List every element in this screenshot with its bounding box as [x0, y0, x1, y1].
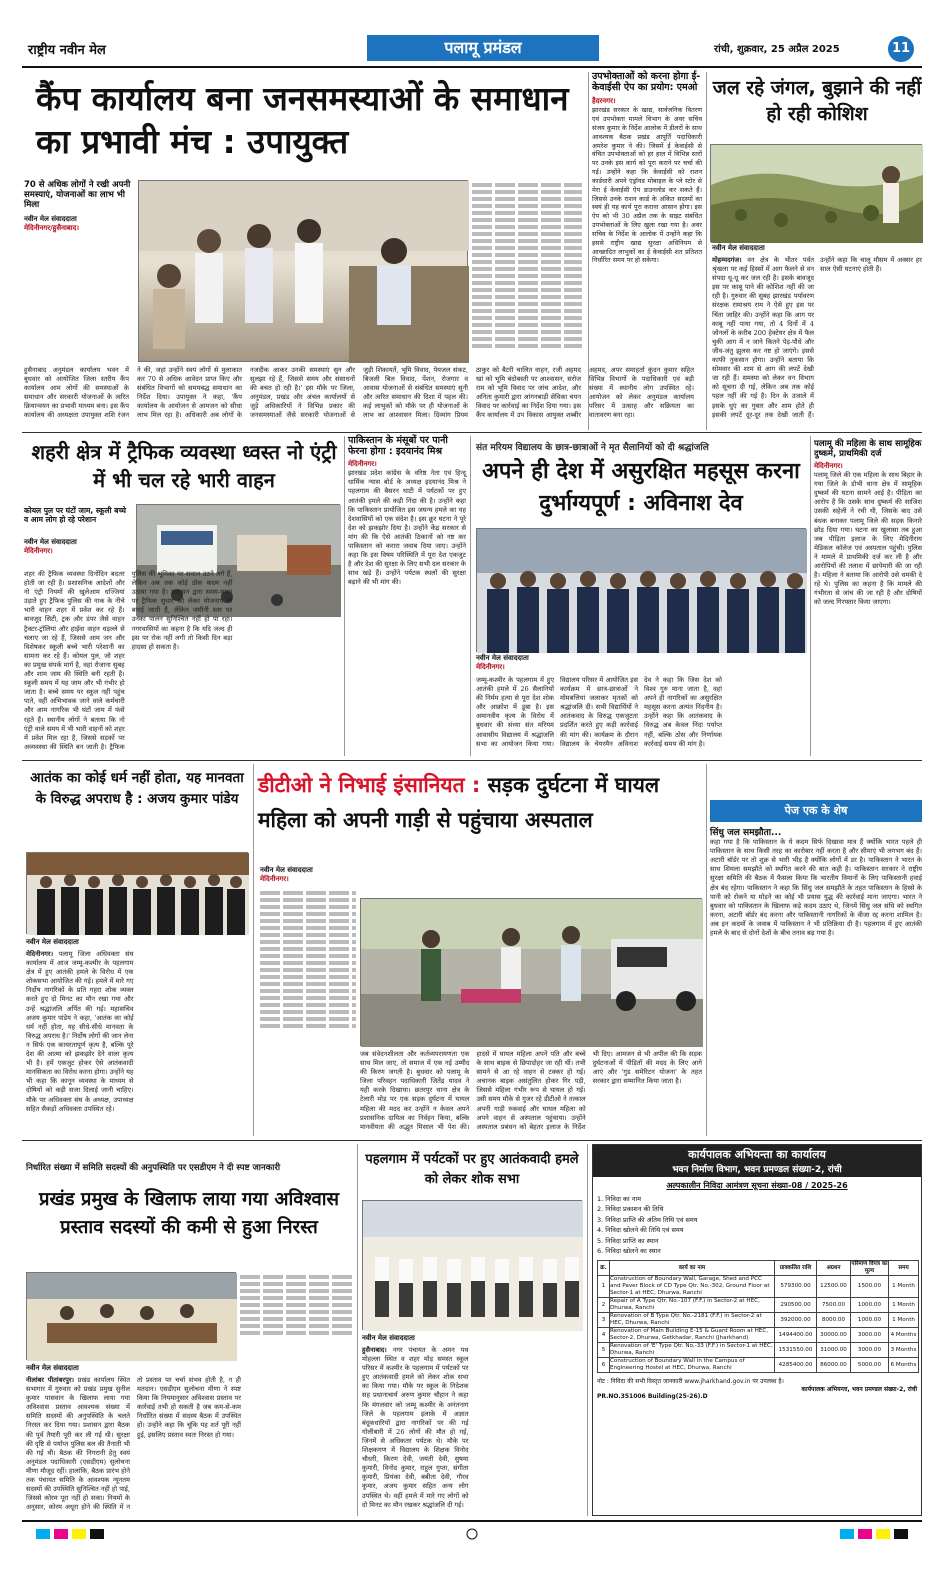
- tender-cell: 3000.00: [851, 1343, 889, 1358]
- woman-headline: पलामू की महिला के साथ सामूहिक दुष्कर्म, प्राथमिकी दर्ज: [814, 439, 922, 459]
- woman-dateline: मेदिनीनगर।: [814, 462, 843, 471]
- terror-photo: [26, 852, 248, 934]
- pramukh-byline: नवीन मेल संवाददाता: [26, 1364, 79, 1372]
- tender-col-sno: क्र.: [598, 1261, 610, 1276]
- forest-body: [712, 256, 922, 428]
- pahalgam-photo: [362, 1200, 582, 1330]
- tender-cell: 2: [598, 1298, 610, 1313]
- pramukh-body-text: प्रखंड कार्यालय स्थित सभागार में गुरुवार को प्रखंड प्रमुख सुनील कुमार पासवान के खिलाफ लाया गया अविश्वास प्रस्ताव आवश्यक संख्या में समिति सदस्यों की अनुपस्थिति के चलते निरस्त कर दिया गया। प्रशासन द्वारा बैठक की पूर्व तैयारी पूरी कर ली गई थी। सुरक्षा की दृष्टि से पर्याप्त पुलिस बल की तैनाती भी की गई थी। बैठक की निगरानी हेतु स्वयं अनुमंडल पदाधिकारी (एसडीएम) सुलोचना मीणा मौजूद रहीं। हालांकि, बैठक प्रारंभ होने तक पंचायत समिति के आवश्यक न्यूनतम सदस्यों की उपस्थिति सुनिश्चित नहीं हो पाई, जिससे कोरम पूरा नहीं हो सका। नियमों के अनुसार, कोरम अधूरा होने की स्थिति में न तो प्रस्ताव पर चर्चा संभव होती है, न ही मतदान। एसडीएम सुलोचना मीणा ने स्पष्ट किया कि नियमानुसार अविश्वास प्रस्ताव पर कार्रवाई तभी हो सकती है जब कम-से-कम निर्धारित संख्या में सदस्य बैठक में उपस्थित हों। उन्होंने कहा कि चूंकि यह शर्त पूरी नहीं हुई, इसलिए प्रस्ताव स्वतः निरस्त हो गया।: [26, 1376, 241, 1512]
- camp-photo: [138, 180, 468, 362]
- traffic-dateline: मेदिनीनगर।: [24, 547, 53, 555]
- tender-col-time: समय: [889, 1261, 919, 1276]
- masthead: राष्ट्रीय नवीन मेल: [28, 43, 106, 58]
- tender-cell: 1000.00: [851, 1313, 889, 1328]
- school-kicker: संत मरियम विद्यालय के छात्र-छात्राओं ने मृत सैलानियों को दी श्रद्धांजलि: [476, 443, 709, 453]
- table-row: [598, 1313, 919, 1328]
- woman-story: [814, 440, 922, 756]
- tender-cell: 1000.00: [851, 1298, 889, 1313]
- tender-cell: Construction of Boundary Wall, Garage, Shed and PCC and Paver Block of CD Type Qtr. No.-302, Ground Floor at Sector-1 at HEC, Dhurwa, Ranchi: [610, 1276, 775, 1298]
- page-header: [22, 30, 922, 66]
- page-one-rest-headline: सिंधु जल समझौता...: [710, 828, 782, 838]
- tender-cell: 3 Months: [889, 1343, 919, 1358]
- tender-cell: 86000.00: [817, 1358, 851, 1373]
- dto-body-left: [260, 888, 356, 1048]
- tender-cell: 1494400.00: [775, 1328, 817, 1343]
- tender-cell: 1: [598, 1276, 610, 1298]
- dto-byline-block: [260, 866, 356, 888]
- pahalgam-byline: नवीन मेल संवाददाता: [362, 1334, 415, 1342]
- tender-cell: 5000.00: [851, 1358, 889, 1373]
- pramukh-side-text: [240, 1272, 352, 1360]
- camp-dateline: मेदिनीनगर/हुसैनाबाद।: [24, 223, 79, 232]
- tender-cell: 1531550.00: [775, 1343, 817, 1358]
- traffic-kicker: कोयल पुल पर घंटों जाम, स्कूली बच्चे व आम लोग हो रहे परेशान: [24, 506, 127, 524]
- tender-info-list: [593, 1194, 921, 1256]
- tender-cell: 7500.00: [817, 1298, 851, 1313]
- tender-col-work: कार्य का नाम: [610, 1261, 775, 1276]
- section-title: पलामू प्रमंडल: [367, 35, 599, 61]
- terror-headline: आतंक का कोई धर्म नहीं होता, यह मानवता के विरुद्ध अपराध है : अजय कुमार पांडेय: [30, 770, 244, 807]
- dto-byline: नवीन मेल संवाददाता: [260, 866, 313, 874]
- table-row: [598, 1328, 919, 1343]
- print-color-bar: [22, 1526, 922, 1540]
- tender-info-item: 2. निविदा प्रकाशन की तिथि: [597, 1205, 664, 1214]
- tender-info-item: 3. निविदा प्राप्ति की अंतिम तिथि एवं समय: [597, 1215, 698, 1224]
- dto-photo-scene: [361, 899, 703, 1047]
- dto-photo: [360, 898, 702, 1046]
- pahalgam-dateline: हुसैनाबाद।: [362, 1346, 387, 1354]
- tender-cell: 3000.00: [851, 1328, 889, 1343]
- ekyc-story: [592, 72, 702, 430]
- ekyc-body: झारखंड सरकार के खाद्य, सार्वजनिक वितरण एवं उपभोक्ता मामले विभाग के अवर सचिव संजय कुमार के निर्देश आलोक में डीलरों के साथ आवश्यक बैठक प्रखंड आपूर्ति पदाधिकारी अमरेश कुमार ने की। जिसमें ई केवाईसी से वंचित उपभोक्ताओं को हर हाल में विभिन्न स्तरों पर उनके इस कार्य को पूरा कराने पर चर्चा की गई। उन्होंने कहा कि केवाईसी को राशन कार्डधारी अपने एंड्रॉयड मोबाइल के प्ले स्टोर से मेरा ई केवाईसी ऐप डाउनलोड कर सकते हैं। जिससे उनके राशन कार्ड के अंकित सदस्यों का स्वयं ही यह कार्य पूरा कराना आसान होगा। इस ऐप को भी 30 अप्रैल तक के साइट संबंधित उपभोक्ताओं के लिए खुला रखा गया है। अवर सचिव के निर्देश के आलोक में उन्होंने कहा कि इससे राष्ट्रीय खाद्य सुरक्षा अधिनियम से आच्छादित लाभुकों का ई केवाईसी शत प्रतिशत निर्धारित समय पर हो सकेगा।: [592, 106, 702, 265]
- camp-headline: कैंप कार्यालय बना जनसमस्याओं के समाधान का प्रभावी मंच : उपायुक्त: [36, 79, 569, 161]
- table-row: [598, 1358, 919, 1373]
- page-number: 11: [888, 36, 914, 62]
- tender-notice-title: अल्पकालीन निविदा आमंत्रण सूचना संख्या-08 / 2025-26: [666, 1181, 848, 1190]
- dto-headline-black: सड़क दुर्घटना में घायल महिला को अपनी गाड़ी से पहुंचाया अस्पताल: [258, 773, 660, 832]
- tender-pr-number: PR.NO.351006 Building(25-26).D: [597, 1393, 708, 1401]
- table-row: [598, 1276, 919, 1298]
- pahalgam-photo-scene: [363, 1201, 583, 1331]
- woman-body: पलामू जिले की एक महिला के साथ बिहार के गया जिले के डोभी थाना क्षेत्र में सामूहिक दुष्कर्म की घटना सामने आई है। पीड़िता का आरोप है कि उसके साथ दुष्कर्म की साजिश उसकी सहेली ने रची थी, जिसके बाद उसे बंधक बनाकर पलामू जिले की सड़क किनारे छोड़ दिया गया। घटना का खुलासा तब हुआ जब पीड़िता इलाज के लिए मेदिनीराय मेडिकल कॉलेज एवं अस्पताल पहुंची। पुलिस ने मामले में प्राथमिकी दर्ज कर ली है और आरोपियों की तलाश में छापेमारी की जा रही है। महिला ने बताया कि आरोपी उसे धमकी दे रहे थे। पुलिस का कहना है कि मामले की गंभीरता से जांच की जा रही है और दोषियों को जल्द गिरफ्तार किया जाएगा।: [814, 471, 922, 607]
- dto-dateline: मेदिनीनगर।: [260, 875, 289, 883]
- tender-cell: Repair of A Type Qtr. No.-107 (F.F.) in Sector-2 at HEC, Dhurwa, Ranchi: [610, 1298, 775, 1313]
- dto-body: जब संवेदनशीलता और कर्तव्यपरायणता एक साथ मिल जाए, तो समाज में एक नई उम्मीद की किरण जगती है। बुधवार को पलामू के जिला परिवहन पदाधिकारी जितेंद्र यादव ने यही करके दिखाया। छतरपुर थाना क्षेत्र के टेलारी मोड़ पर एक सड़क दुर्घटना में घायल महिला की मदद कर उन्होंने न केवल अपने प्रशासनिक दायित्व का निर्वहन किया, बल्कि मानवीयता की अद्भुत मिसाल भी पेश की। हादसे में घायल महिला अपने पति और बच्चे के साथ बाइक से छिपादोहर जा रही थीं। तभी सामने से आ रहे वाहन से टक्कर हो गई। अचानक बाइक असंतुलित होकर गिर पड़ी, जिससे महिला गंभीर रूप से घायल हो गई। उसी समय मौके से गुजर रहे डीटीओ ने तत्काल अपनी गाड़ी रुकवाई और घायल महिला को अपने वाहन से अस्पताल पहुंचाया। उन्होंने अस्पताल प्रबंधन को बेहतर इलाज के निर्देश भी दिए। आमजन से भी अपील की कि सड़क दुर्घटनाओं में पीड़ितों की मदद के लिए आगे आएं और 'गुड समेरिटन योजना' के तहत सरकार द्वारा सम्मानित किया जाता है।: [360, 1050, 702, 1131]
- school-photo-scene: [477, 529, 807, 653]
- pramukh-photo-scene: [27, 1273, 237, 1361]
- terror-body-text: पलामू जिला अधिवक्ता संघ कार्यालय में आज जम्मू-कश्मीर के पहलगाम क्षेत्र में हुए आतंकी हमले के विरोध में एक शोकसभा आयोजित की गई। हमले में मारे गए निर्दोष नागरिकों के प्रति गहरा शोक व्यक्त करते हुए दो मिनट का मौन रखा गया और उन्हें श्रद्धांजलि अर्पित की गई। महासचिव अजय कुमार पांडेय ने कहा, 'आतंक का कोई धर्म नहीं होता, यह सीधे-सीधे मानवता के विरुद्ध अपराध है।' निर्दोष लोगों की जान लेना न सिर्फ एक कायरतापूर्ण कृत्य है, बल्कि पूरे देश की आत्मा को झकझोर देने वाला कृत्य भी है। हमें एकजुट होकर ऐसे आतंकवादी मानसिकता का विरोध करना होगा। उन्होंने यह भी कहा कि कानून व्यवस्था के माध्यम से दोषियों को कड़ी सजा दिलाई जानी चाहिए। मौके पर अधिवक्ता संघ के अध्यक्ष, उपाध्यक्ष सहित सैकड़ों अधिवक्ता उपस्थित रहे।: [26, 950, 134, 1113]
- traffic-headline: शहरी क्षेत्र में ट्रैफिक व्यवस्था ध्वस्त नो एंट्री में भी चल रहे भारी वाहन: [31, 440, 337, 493]
- pahalgam-byline-block: [362, 1334, 462, 1346]
- tender-cell: Construction of Boundary Wall in the Campus of Engineering Hostel at HEC, Dhurwa, Ranchi: [610, 1358, 775, 1373]
- tender-cell: 290500.00: [775, 1298, 817, 1313]
- tender-signature: कार्यपालक अभियन्ता, भवन प्रमण्डल संख्या-2, रांची: [801, 1386, 917, 1394]
- tender-cell: 31000.00: [817, 1343, 851, 1358]
- dto-headline: [258, 768, 702, 852]
- tender-cell: Renovation of B Type Qtr. No.-2181 (F.F.) in Sector-2 at HEC, Dhurwa, Ranchi: [610, 1313, 775, 1328]
- ekyc-dateline: हैदरनगर।: [592, 97, 616, 106]
- pakistan-dateline: मेदिनीनगर।: [348, 460, 377, 469]
- tender-cell: 4: [598, 1328, 610, 1343]
- tender-cell: 579300.00: [775, 1276, 817, 1298]
- pramukh-byline-block: [26, 1364, 106, 1376]
- tender-info-item: 4. निविदा खोलने की तिथि एवं समय: [597, 1226, 684, 1235]
- tender-office-band: [593, 1145, 921, 1177]
- school-body: जम्मू-कश्मीर के पहलगाम में हुए आतंकी हमले में 26 सैलानियों की निर्मम हत्या से पूरा देश शोक और आक्रोश में डूबा है। इस अमानवीय कृत्य के विरोध में बुधवार की संध्या संत मरियम आवासीय विद्यालय में श्रद्धांजलि सभा का आयोजन किया गया। विद्यालय परिसर में आयोजित इस कार्यक्रम में छात्र-छात्राओं ने मोमबत्तियां जलाकर मृतकों को श्रद्धांजलि दी। सभी विद्यार्थियों ने आतंकवाद के विरुद्ध एकजुटता प्रदर्शित करते हुए कड़ी कार्रवाई की मांग की। कार्यक्रम के दौरान विद्यालय के चेयरमैन अविनाश देव ने कहा कि जिस देश को विश्व गुरु माना जाता है, वहां अपने ही नागरिकों का असुरक्षित महसूस करना अत्यंत निंदनीय है। उन्होंने कहा कि आतंकवाद के विरुद्ध अब केवल निंदा पर्याप्त नहीं, बल्कि ठोस और निर्णायक कार्रवाई समय की मांग है।: [476, 676, 722, 748]
- tender-footer-note: नोट : निविदा की सभी विस्तृत जानकारी www.jharkhand.gov.in पर उपलब्ध है।: [597, 1378, 784, 1386]
- registration-marks: [22, 1527, 922, 1541]
- tender-info-item: 5. निविदा प्राप्ति का स्थान: [597, 1236, 659, 1245]
- terror-byline-block: [26, 938, 126, 950]
- tender-cell: 392000.00: [775, 1313, 817, 1328]
- ekyc-headline: उपभोक्ताओं को करना होगा ई- केवाईसी ऐप का प्रयोग: एमओ: [592, 71, 701, 93]
- traffic-body: शहर की ट्रैफिक व्यवस्था दिनोंदिन बदतर होती जा रही है। प्रशासनिक आदेशों और नो एंट्री नियमों की खुलेआम धज्जियां उड़ाते हुए ट्रैफिक पुलिस की नाक के नीचे भारी वाहन शहर में प्रवेश कर रहे हैं। बावजूद सिटी, ट्रक और डंपर जैसे वाहन ट्रैक्टर-ट्रॉलियां और हाईवा वाहन धड़ल्ले से चलाए जा रहे हैं, जिससे आम जन और विशेषकर स्कूली बच्चे भारी परेशानी का सामना कर रहे हैं। कोयल पुल, जो शहर का प्रमुख संपर्क मार्ग है, वहां रोजाना सुबह और शाम जाम की स्थिति बनी रहती है। स्कूली समय में यह जाम और भी गंभीर हो जाता है। बच्चे समय पर स्कूल नहीं पहुंच पाते, वहीं अभिभावक जाने वाले कर्मचारी और आम नागरिक भी घंटों जाम में फंसे रहते हैं। स्थानीय लोगों ने बताया कि नो एंट्री वाले समय में भी भारी वाहनों को शहर में प्रवेश मिल रहा है, जिससे सड़कों पर अव्यवस्था की स्थिति बन जाती है। ट्रैफिक पुलिस की भूमिका पर सवाल उठने लगे हैं, लेकिन अब तक कोई ठोस कदम नहीं उठाया गया है। प्रशासन द्वारा समय-समय पर ट्रैफिक सुधार को लेकर योजनाएं तो बनाई जाती हैं, लेकिन जमीनी स्तर पर उनका पालन सुनिश्चित नहीं हो पा रहा। नगरवासियों का कहना है कि यदि जल्द ही इस पर रोक नहीं लगी तो किसी दिन बड़ा हादसा हो सकता है।: [24, 570, 233, 751]
- terror-photo-scene: [27, 853, 249, 935]
- forest-photo: [710, 144, 922, 242]
- pramukh-photo: [26, 1272, 236, 1360]
- camp-kicker: 70 से अधिक लोगों ने रखी अपनी समस्याएं, योजनाओं का लाभ भी मिला: [24, 180, 131, 211]
- tender-table-header: [598, 1261, 919, 1276]
- camp-body: हुसैनाबाद अनुमंडल कार्यालय भवन में बुधवार को आयोजित जिला स्तरीय कैंप कार्यालय आम लोगों की समस्याओं के समाधान और सरकारी योजनाओं के त्वरित क्रियान्वयन का प्रभावी माध्यम बना। इस कैंप कार्यालय की अध्यक्षता उपायुक्त शशि रंजन ने की, जहां उन्होंने स्वयं लोगों से मुलाकात कर 70 से अधिक आवेदन प्राप्त किए और संबंधित विभागों को समयबद्ध समाधान का निर्देश दिया। उपायुक्त ने कहा, 'कैंप कार्यालय के आयोजन से आमजन को सीधा लाभ मिल रहा है। अधिकारी अब लोगों के नजदीक आकर उनकी समस्याएं सुन और सुलझा रहे हैं, जिससे समय और संसाधनों की बचत हो रही है।' इस मौके पर जिला, अनुमंडल, प्रखंड और अंचल कार्यालयों से जुड़े अधिकारियों ने विभिन्न प्रकार की जनसमस्याओं जैसे सरकारी योजनाओं से जुड़ी शिकायतें, भूमि विवाद, पेयजल संकट, बिजली बिल विवाद, पेंशन, रोजगार व आवास योजनाओं से संबंधित समस्याएं सुनी और त्वरित समाधान की दिशा में पहल की। कई लाभुकों को मौके पर ही योजनाओं के लाभ का आश्वासन मिला। दिव्यांग प्रियम ठाकुर को बैटरी चालित वाहन, रजी अहमद खां को भूमि बंदोबस्ती पर आश्वासन, सरोज राम को भूमि विवाद पर जांच आदेश, और अनिता कुमारी द्वारा आंगनबाड़ी सेविका चयन विवाद पर कार्रवाई का निर्देश दिया गया। इस कैंप कार्यालय में उप विकास आयुक्त शब्बीर अहमद, अपर समाहर्ता कुंदन कुमार सहित विभिन्न विभागों के पदाधिकारी एवं बड़ी संख्या में स्थानीय लोग उपस्थित रहे। आयोजन को लेकर अनुमंडल कार्यालय परिसर में उत्साह और सक्रियता का वातावरण बना रहा।: [24, 366, 694, 420]
- tender-office: कार्यपालक अभियन्ता का कार्यालय: [688, 1148, 826, 1161]
- forest-dateline: मोहम्मदगंज।: [712, 256, 742, 264]
- tender-notice: [592, 1144, 922, 1516]
- tender-cell: Renovation of Main Building E-15 & Guard Room at HEC, Sector-2, Dhurwa, Getkhadar, Ranchi (Jharkhand): [610, 1328, 775, 1343]
- terror-dateline: मेदिनीनगर।: [26, 950, 54, 958]
- issue-date: रांची, शुक्रवार, 25 अप्रैल 2025: [714, 44, 840, 55]
- forest-body-text: वन क्षेत्र के भीतर पर्वत श्रृंखला पर कई हिस्सों में आग फैलने से वन संपदा धू-धू कर जल रही है। इसके बावजूद इस पर काबू पाने की कोशिश नहीं की जा रही है। गुरुवार की सुबह झारखंड पर्यावरण संरक्षक रामाश्रय राम ने ऐसे हुए इस पर चिंता जाहिर की। उन्होंने कहा कि आग पर काबू नहीं पाया गया, तो 4 दिनों में 4 जोनलों के करीब 200 हेक्टेयर क्षेत्र में फैल चुकी आग में न जाने कितने पेड़-पौधे और जीव-जंतु झुलस कर नष्ट हो जाएंगे। इससे काफी नुकसान होगा। उन्होंने बताया कि सोमवार की शाम से आग की लपटें देखी जा रही हैं। समस्या को लेकर वन विभाग को सूचना दी गई, लेकिन अब तक कोई पहल नहीं की गई है। दिन के उजाले में इसके धुएं का गुबार और शाम होते ही इसकी लपटें दूर-दूर तक देखी जाती हैं। उन्होंने कहा कि चालू मौसम में अक्सर हर साल ऐसी घटनाएं होती हैं।: [712, 256, 922, 419]
- tender-info-item: 1. निविदा का नाम: [597, 1195, 641, 1203]
- tender-cell: 12500.00: [817, 1276, 851, 1298]
- pramukh-headline: प्रखंड प्रमुख के खिलाफ लाया गया अविश्वास प्रस्ताव सदस्यों की कमी से हुआ निरस्त: [38, 1189, 340, 1238]
- tender-cell: 6: [598, 1358, 610, 1373]
- table-row: [598, 1298, 919, 1313]
- tender-col-cost: परिमाण विपत्र का मूल्य: [851, 1261, 888, 1275]
- tender-cell: 5: [598, 1343, 610, 1358]
- tender-cell: 8000.00: [817, 1313, 851, 1328]
- pramukh-dateline: नीलांबर पीतांबरपुर।: [26, 1376, 75, 1384]
- camp-photo-scene: [139, 181, 469, 363]
- pramukh-kicker: निर्धारित संख्या में समिति सदस्यों की अनुपस्थिति पर एसडीएम ने दी स्पष्ट जानकारी: [26, 1163, 281, 1173]
- table-row: [598, 1343, 919, 1358]
- forest-headline: जल रहे जंगल, बुझाने की नहीं हो रही कोशिश: [712, 77, 922, 125]
- traffic-byline: नवीन मेल संवाददाता: [24, 538, 77, 546]
- tender-cell: Renovation of 'E' Type Qtr. No.-33 (F.F.) in Sector-1 at HEC, Dhurwa, Ranchi: [610, 1343, 773, 1357]
- tender-cell: 6 Months: [889, 1358, 919, 1373]
- pramukh-body: [26, 1376, 352, 1516]
- pakistan-body: झारखंड प्रदेश कांग्रेस के वरिष्ठ नेता एवं हिन्दू धार्मिक न्यास बोर्ड के अध्यक्ष इदयानंद मिश्र ने पहलगाम की बैसरन घाटी में पर्यटकों पर हुए आतंकी हमले की कड़ी निंदा की है। उन्होंने कहा कि पाकिस्तान प्रायोजित इस जघन्य हमले का यह देशवासियों को एक संदेश है। इस क्रूर घटना ने पूरे देश को झकझोर दिया है। उन्होंने केंद्र सरकार से मांग की कि ऐसे आतंकी ठिकानों को नष्ट कर पाकिस्तान को करारा जवाब दिया जाए। उन्होंने कहा कि इस विषम परिस्थिति में पूरा देश एकजुट है और देश की सुरक्षा के लिए सभी दल सरकार के साथ खड़े हैं। उन्होंने पर्यटक स्थलों की सुरक्षा बढ़ाने की भी मांग की।: [348, 469, 466, 587]
- school-headline: अपने ही देश में असुरक्षित महसूस करना दुर्भाग्यपूर्ण : अविनाश देव: [482, 459, 800, 516]
- tender-cell: 1 Month: [889, 1313, 919, 1328]
- tender-table: [597, 1260, 919, 1373]
- tender-cell: 4 Months: [889, 1328, 919, 1343]
- school-byline-block: [476, 654, 556, 676]
- page-one-rest-label: पेज एक के शेष: [710, 800, 922, 822]
- school-dateline: मेदिनीनगर।: [476, 663, 505, 671]
- tender-cell: 4285400.00: [775, 1358, 817, 1373]
- tender-info-item: 6. निविदा खोलने का स्थान: [597, 1246, 661, 1255]
- tender-col-earnest: अग्रधन: [817, 1261, 851, 1276]
- tender-cell: 30000.00: [817, 1328, 851, 1343]
- school-photo: [476, 528, 806, 652]
- page-one-rest: [710, 828, 922, 1134]
- terror-body: [26, 950, 248, 1136]
- dto-headline-red: डीटीओ ने निभाई इंसानियत :: [258, 773, 481, 797]
- forest-byline: नवीन मेल संवाददाता: [712, 244, 765, 252]
- tender-cell: 3: [598, 1313, 610, 1328]
- pahalgam-body-text: नगर पंचायत के अमन पथ मोहल्ला स्थित व शहर मोड़ समस्त स्कूल परिसर में कश्मीर के पहलगाम में पर्यटकों पर हुए आतंकवादी हमले को लेकर शोक सभा का किया गया। मौके पर स्कूल के निदेशक सह प्रधानाचार्य अरुण कुमार चौहान ने कहा कि मंगलवार को जम्मू कश्मीर के अनंतनाग जिले के पहलगाम इलाके में अज्ञात बंदूकधारियों द्वारा नागरिकों पर की गई गोलीबारी में 26 लोगों की मौत हो गई, जिनमें से अधिकतर पर्यटक थे। मौके पर शिक्षकगण में विद्यालय के शिक्षक विनोद चौधरी, किरण देवी, जयंती देवी, सुषमा कुमारी, विनोद कुमार, राहुल गुप्ता, संगीता कुमारी, प्रियंका देवी, बबीता देवी, गौरव कुमार, अजय कुमार सहित अन्य लोग उपस्थित थे। वहीं हमले में मारे गए लोगों को दो मिनट का मौन रखकर श्रद्धांजलि दी गई।: [362, 1346, 469, 1509]
- terror-byline: नवीन मेल संवाददाता: [26, 938, 79, 946]
- tender-cell: 1 Month: [889, 1298, 919, 1313]
- tender-cell: 1500.00: [851, 1276, 889, 1298]
- tender-division: भवन निर्माण विभाग, भवन प्रमण्डल संख्या-2, रांची: [672, 1165, 842, 1175]
- forest-photo-scene: [711, 145, 923, 243]
- school-byline: नवीन मेल संवाददाता: [476, 654, 529, 662]
- traffic-byline-block: [24, 538, 132, 568]
- tender-col-amount: प्राक्कलित राशि: [775, 1261, 817, 1276]
- camp-byline: नवीन मेल संवाददाता: [24, 214, 77, 223]
- pahalgam-body: [362, 1346, 582, 1516]
- pahalgam-headline: पहलगाम में पर्यटकों पर हुए आतंकवादी हमले को लेकर शोक सभा: [365, 1152, 579, 1187]
- tender-cell: 1 Month: [889, 1276, 919, 1298]
- camp-body-right: [472, 180, 582, 428]
- pakistan-headline: पाकिस्तान के मंसूबों पर पानी फेरना होगा : इदयानंद मिश्र: [348, 435, 448, 457]
- page-one-rest-body: कहा गया है कि पाकिस्तान के ये कदम सिर्फ दिखावा मात्र हैं क्योंकि भारत पहले ही पाकिस्तान के साथ किसी तरह का कारोबार नहीं करता है और सीमाएं भी लगभग बंद हैं। अटारी बॉर्डर पर तो शुक्र से भारी भीड़ है क्योंकि लोगों में डर है। पाकिस्तान ने भारत के साथ शिमला समझौते को स्थगित करने की बात कही है। पाकिस्तान सरकार ने राष्ट्रीय सुरक्षा समिति की बैठक में फैसला किया कि भारतीय विमानों के लिए पाकिस्तानी हवाई क्षेत्र बंद रहेगा। पाकिस्तान ने कहा कि सिंधु जल समझौते के तहत पाकिस्तान के हिस्से के पानी को रोकने या मोड़ने का कोई भी प्रयास युद्ध की कार्रवाई माना जाएगा। भारत ने बुधवार को पाकिस्तान के खिलाफ कड़े कदम उठाए थे, जिनमें सिंधु जल संधि को स्थगित करना, अटारी बॉर्डर बंद करना और पाकिस्तानी नागरिकों के वीजा रद्द करना शामिल है। अब इन कदमों के जवाब में पाकिस्तान ने भी प्रतिक्रिया दी है। पहलगाम में हुए आतंकी हमले के बाद से दोनों देशों के बीच तनाव बढ़ गया है।: [710, 838, 922, 938]
- pakistan-story: [348, 436, 466, 756]
